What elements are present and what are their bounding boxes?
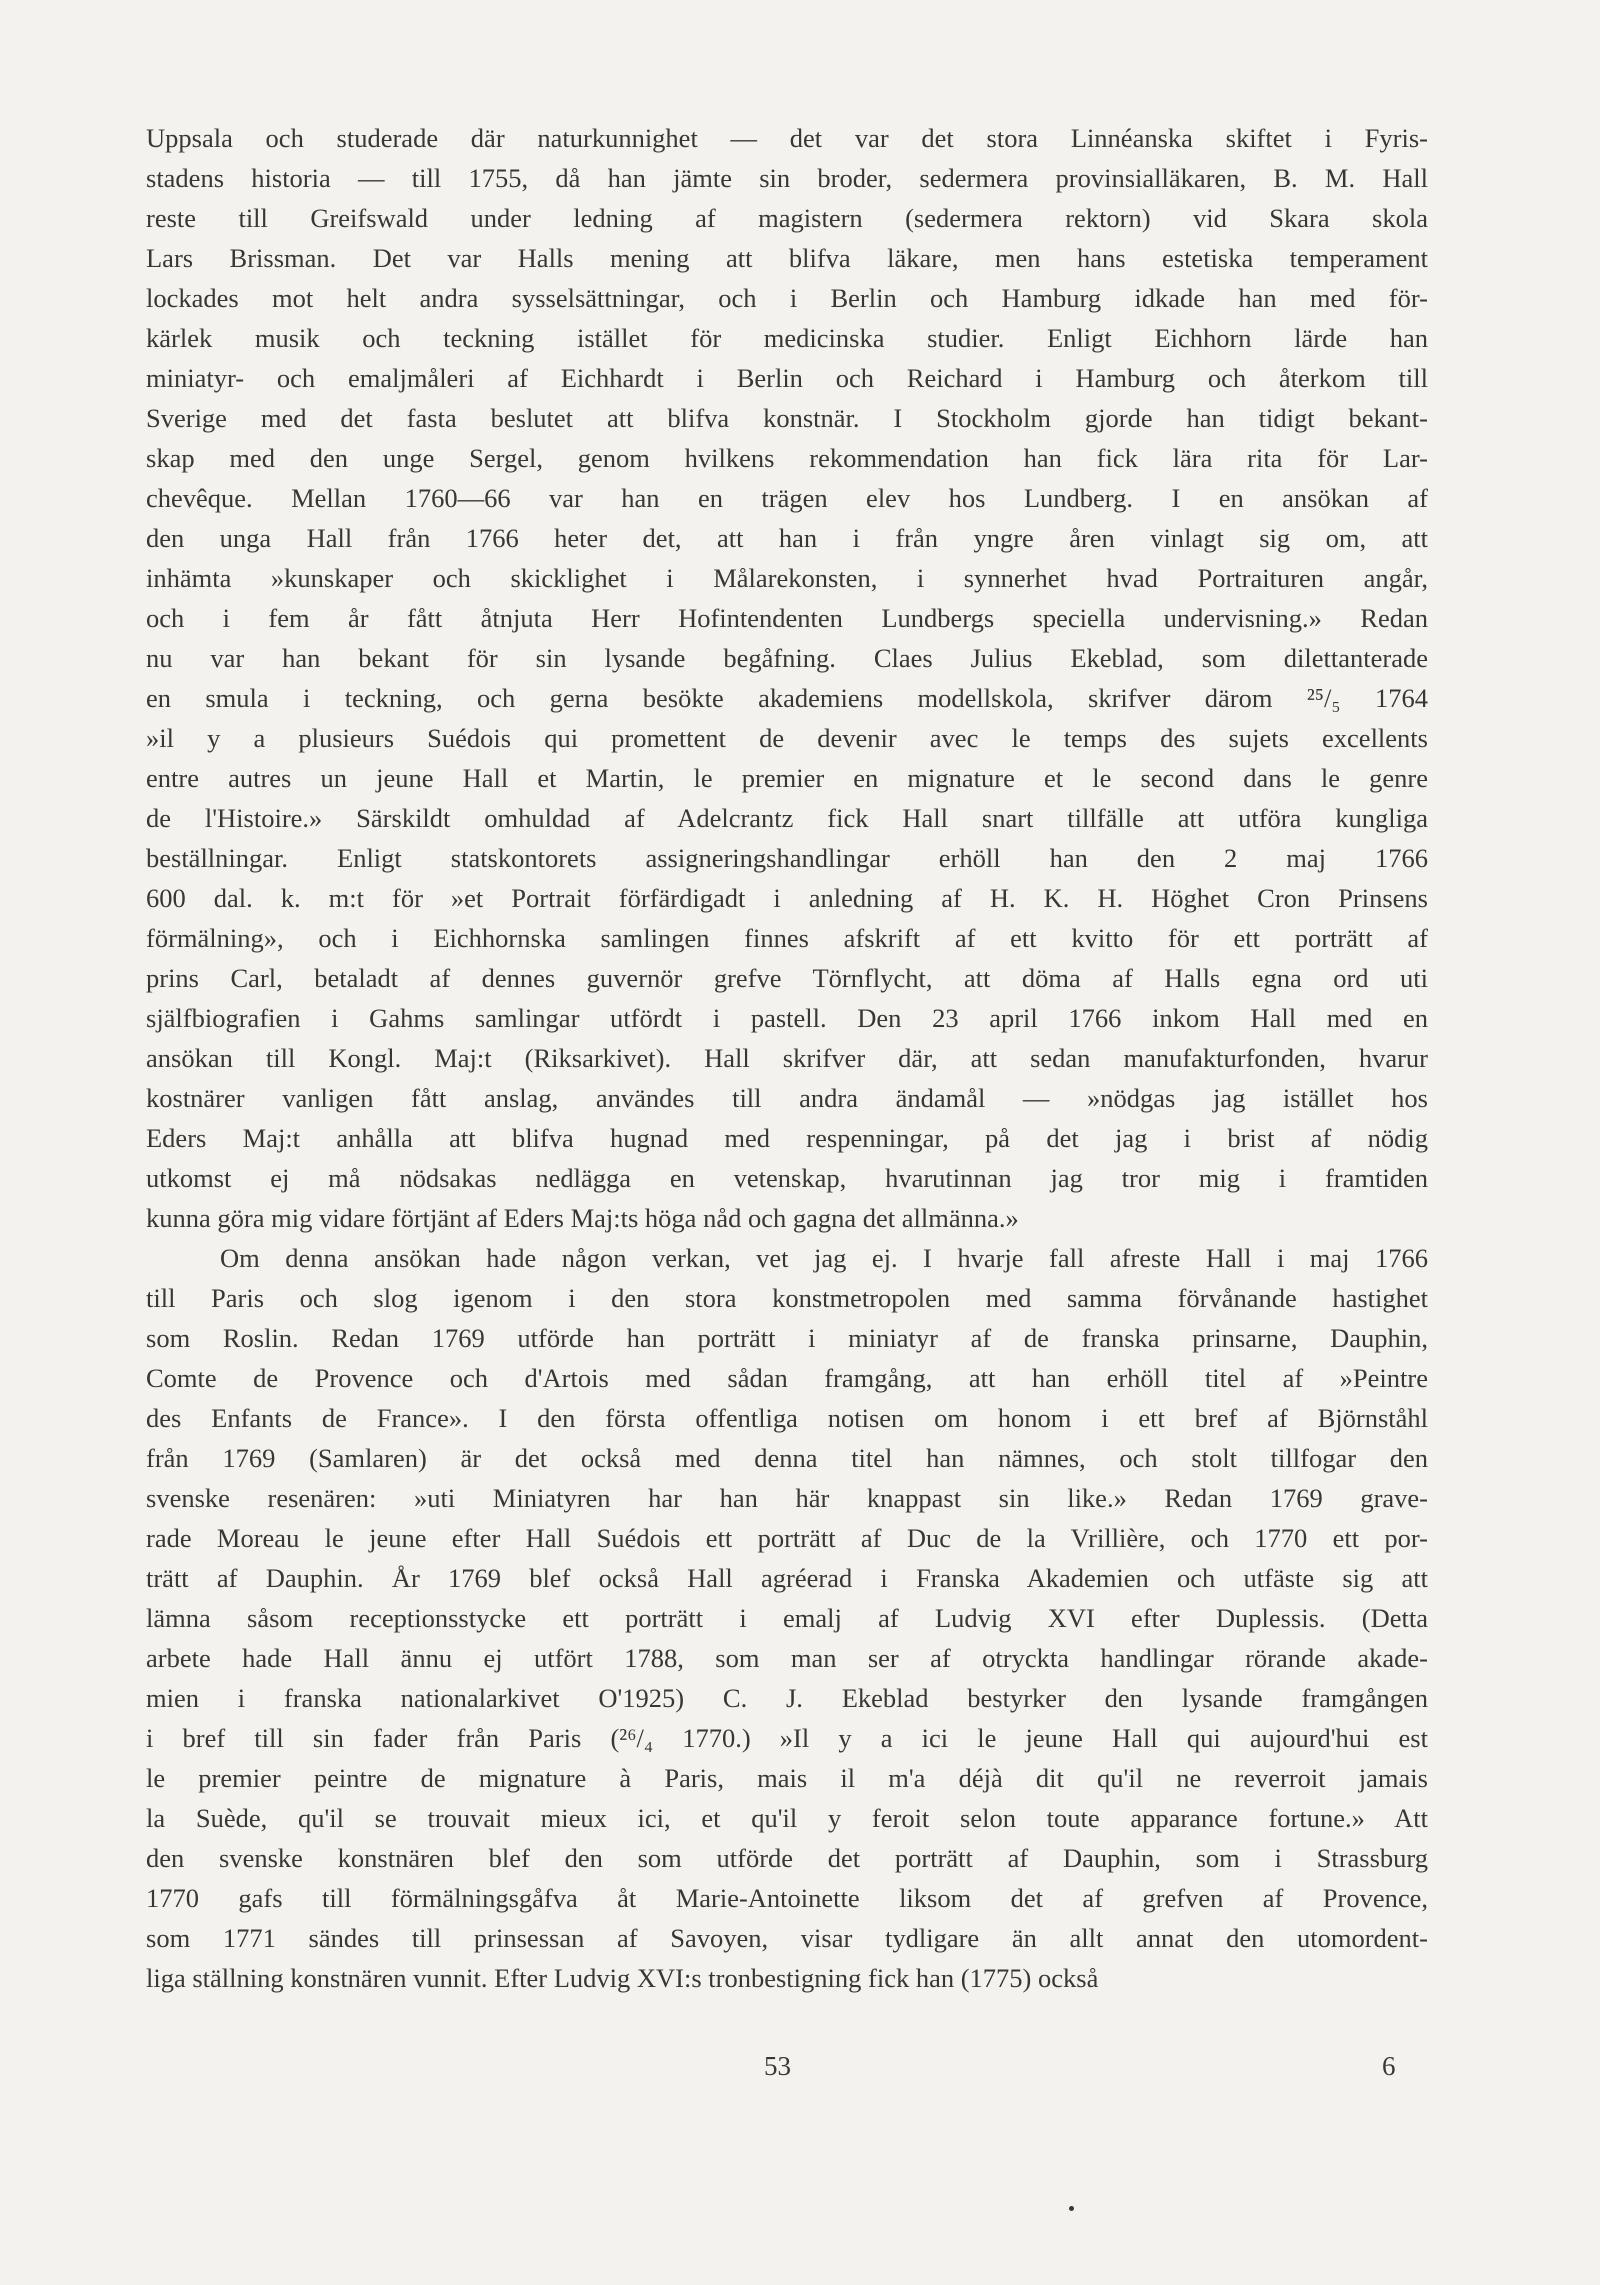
text-line: nu var han bekant för sin lysande begåfning. Claes Julius Ekeblad, som dilettanterade (146, 643, 1428, 673)
text-line: le premier peintre de mignature à Paris, mais il m'a déjà dit qu'il ne reverroit jamais (146, 1763, 1428, 1793)
text-line: kunna göra mig vidare förtjänt af Eders Maj:ts höga nåd och gagna det allmänna.» (146, 1203, 1019, 1233)
text-line: Om denna ansökan hade någon verkan, vet jag ej. I hvarje fall afreste Hall i maj 1766 (220, 1243, 1428, 1273)
text-line: förmälning», och i Eichhornska samlingen finnes afskrift af ett kvitto för ett porträtt af (146, 923, 1428, 953)
text-line: arbete hade Hall ännu ej utfört 1788, som man ser af otryckta handlingar rörande akade- (146, 1643, 1428, 1673)
text-line: i bref till sin fader från Paris (²⁶/₄ 1770.) »Il y a ici le jeune Hall qui aujourd'hui est (146, 1723, 1428, 1753)
text-line: beställningar. Enligt statskontorets assigneringshandlingar erhöll han den 2 maj 1766 (146, 843, 1428, 873)
text-line: ansökan till Kongl. Maj:t (Riksarkivet). Hall skrifver där, att sedan manufakturfonden, hvarur (146, 1043, 1428, 1073)
text-line: prins Carl, betaladt af dennes guvernör grefve Törnflycht, att döma af Halls egna ord uti (146, 963, 1428, 993)
text-line: entre autres un jeune Hall et Martin, le premier en mignature et le second dans le genre (146, 763, 1428, 793)
text-line: och i fem år fått åtnjuta Herr Hofintendenten Lundbergs speciella undervisning.» Redan (146, 603, 1428, 633)
text-line: till Paris och slog igenom i den stora konstmetropolen med samma förvånande hastighet (146, 1283, 1428, 1313)
text-line: Uppsala och studerade där naturkunnighet — det var det stora Linnéanska skiftet i Fyris- (146, 123, 1428, 153)
text-line: lämna såsom receptionsstycke ett porträtt i emalj af Ludvig XVI efter Duplessis. (Detta (146, 1603, 1428, 1633)
text-line: reste till Greifswald under ledning af magistern (sedermera rektorn) vid Skara skola (146, 203, 1428, 233)
text-line: utkomst ej må nödsakas nedlägga en vetenskap, hvarutinnan jag tror mig i framtiden (146, 1163, 1428, 1193)
text-line: rade Moreau le jeune efter Hall Suédois ett porträtt af Duc de la Vrillière, och 1770 ett por- (146, 1523, 1428, 1553)
text-line: mien i franska nationalarkivet O'1925) C. J. Ekeblad bestyrker den lysande framgången (146, 1683, 1428, 1713)
text-line: skap med den unge Sergel, genom hvilkens rekommendation han fick lära rita för Lar- (146, 443, 1428, 473)
text-line: 600 dal. k. m:t för »et Portrait förfärdigadt i anledning af H. K. H. Höghet Cron Prinsens (146, 883, 1428, 913)
text-line: som Roslin. Redan 1769 utförde han porträtt i miniatyr af de franska prinsarne, Dauphin, (146, 1323, 1428, 1353)
text-line: Eders Maj:t anhålla att blifva hugnad med respenningar, på det jag i brist af nödig (146, 1123, 1428, 1153)
page-number: 53 (764, 2051, 791, 2081)
text-line: lockades mot helt andra sysselsättningar, och i Berlin och Hamburg idkade han med för- (146, 283, 1428, 313)
text-line: 1770 gafs till förmälningsgåfva åt Marie-Antoinette liksom det af grefven af Provence, (146, 1883, 1428, 1913)
text-line: från 1769 (Samlaren) är det också med denna titel han nämnes, och stolt tillfogar den (146, 1443, 1428, 1473)
text-line: kostnärer vanligen fått anslag, användes till andra ändamål — »nödgas jag istället hos (146, 1083, 1428, 1113)
text-line: de l'Histoire.» Särskildt omhuldad af Adelcrantz fick Hall snart tillfälle att utföra kungliga (146, 803, 1428, 833)
text-line: Lars Brissman. Det var Halls mening att blifva läkare, men hans estetiska temperament (146, 243, 1428, 273)
text-line: Comte de Provence och d'Artois med sådan framgång, att han erhöll titel af »Peintre (146, 1363, 1428, 1393)
text-line: själfbiografien i Gahms samlingar utfördt i pastell. Den 23 april 1766 inkom Hall med en (146, 1003, 1428, 1033)
text-line: en smula i teckning, och gerna besökte akademiens modellskola, skrifver därom ²⁵/₅ 1764 (146, 683, 1428, 713)
text-line: des Enfants de France». I den första offentliga notisen om honom i ett bref af Björnståhl (146, 1403, 1428, 1433)
print-speck (1069, 2206, 1074, 2211)
text-line: den svenske konstnären blef den som utförde det porträtt af Dauphin, som i Strassburg (146, 1843, 1428, 1873)
text-line: miniatyr- och emaljmåleri af Eichhardt i Berlin och Reichard i Hamburg och återkom till (146, 363, 1428, 393)
text-line: trätt af Dauphin. År 1769 blef också Hall agréerad i Franska Akademien och utfäste sig att (146, 1563, 1428, 1593)
text-line: den unga Hall från 1766 heter det, att han i från yngre åren vinlagt sig om, att (146, 523, 1428, 553)
text-line: kärlek musik och teckning istället för medicinska studier. Enligt Eichhorn lärde han (146, 323, 1428, 353)
text-line: som 1771 sändes till prinsessan af Savoyen, visar tydligare än allt annat den utomordent- (146, 1923, 1428, 1953)
sheet-signature: 6 (1382, 2051, 1396, 2081)
text-line: stadens historia — till 1755, då han jämte sin broder, sedermera provinsialläkaren, B. M. Hall (146, 163, 1428, 193)
body-text (146, 118, 1428, 1998)
text-line: svenske resenären: »uti Miniatyren har han här knappast sin like.» Redan 1769 grave- (146, 1483, 1428, 1513)
text-line: »il y a plusieurs Suédois qui promettent de devenir avec le temps des sujets excellents (146, 723, 1428, 753)
text-line: inhämta »kunskaper och skicklighet i Målarekonsten, i synnerhet hvad Portraituren angår, (146, 563, 1428, 593)
text-line: la Suède, qu'il se trouvait mieux ici, et qu'il y feroit selon toute apparance fortune.» Att (146, 1803, 1428, 1833)
text-line: Sverige med det fasta beslutet att blifva konstnär. I Stockholm gjorde han tidigt bekant- (146, 403, 1428, 433)
text-line: chevêque. Mellan 1760—66 var han en trägen elev hos Lundberg. I en ansökan af (146, 483, 1428, 513)
text-line: liga ställning konstnären vunnit. Efter Ludvig XVI:s tronbestigning fick han (1775) också (146, 1963, 1099, 1993)
